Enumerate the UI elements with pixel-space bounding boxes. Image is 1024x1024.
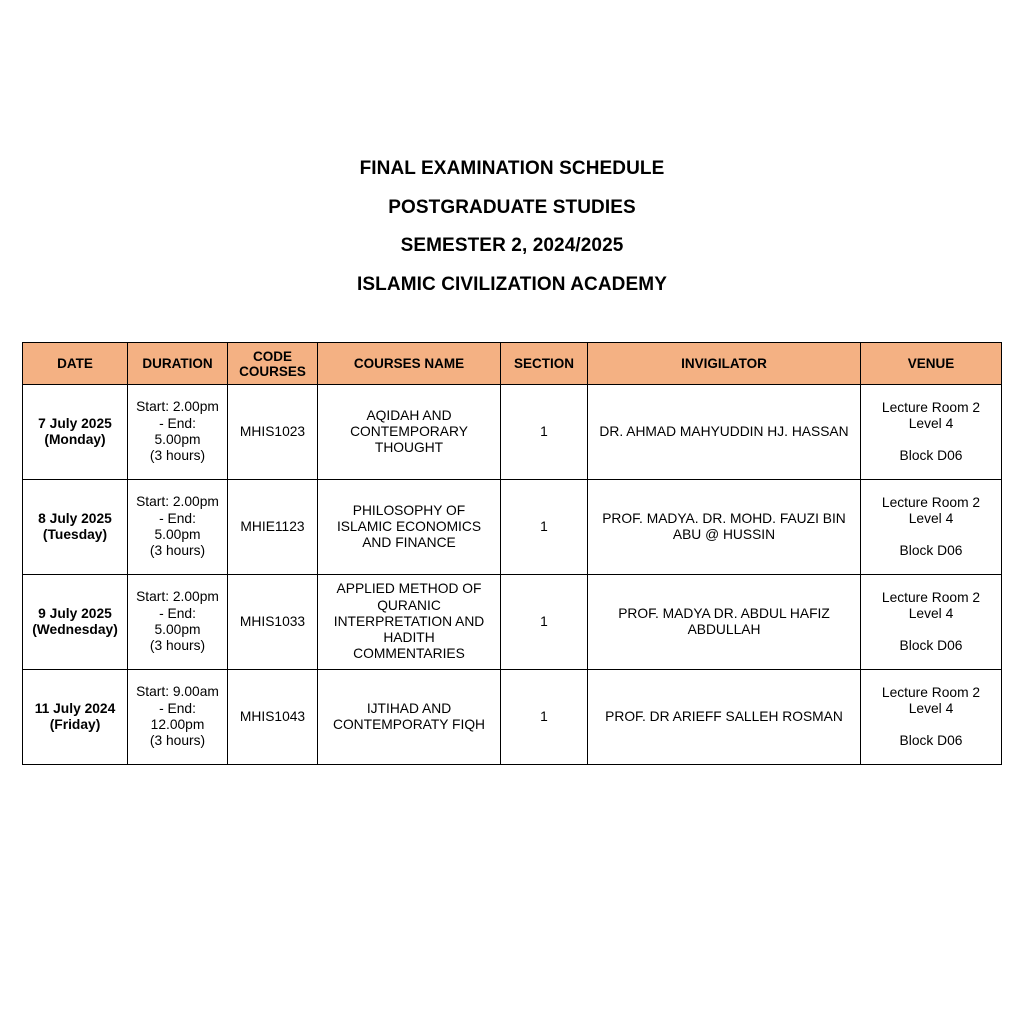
- cell-section: 1: [501, 575, 588, 670]
- venue-block: Block D06: [899, 638, 963, 654]
- venue-room: Lecture Room 2: [881, 589, 981, 605]
- header-courses-name: COURSES NAME: [318, 343, 501, 385]
- document-title: FINAL EXAMINATION SCHEDULE: [359, 158, 665, 179]
- cell-duration: Start: 2.00pm - End: 5.00pm (3 hours): [128, 480, 228, 575]
- header-date: DATE: [23, 343, 128, 385]
- cell-course-name: PHILOSOPHY OF ISLAMIC ECONOMICS AND FINANCE: [318, 480, 501, 575]
- cell-date: 8 July 2025 (Tuesday): [23, 480, 128, 575]
- cell-section: 1: [501, 480, 588, 575]
- cell-course-code: MHIS1033: [228, 575, 318, 670]
- cell-venue: [861, 385, 1002, 480]
- venue-block: Block D06: [899, 543, 963, 559]
- cell-invigilator: DR. AHMAD MAHYUDDIN HJ. HASSAN: [588, 385, 861, 480]
- venue-spacer: [867, 717, 995, 733]
- table-header-row: [23, 343, 1002, 385]
- cell-course-name: AQIDAH AND CONTEMPORARY THOUGHT: [318, 385, 501, 480]
- venue-spacer: [867, 432, 995, 448]
- venue-level: Level 4: [908, 605, 954, 621]
- document-subtitle-academy: ISLAMIC CIVILIZATION ACADEMY: [357, 273, 667, 295]
- cell-date: 7 July 2025 (Monday): [23, 385, 128, 480]
- cell-course-code: MHIE1123: [228, 480, 318, 575]
- document-subtitle-semester: SEMESTER 2, 2024/2025: [400, 235, 624, 256]
- venue-level: Level 4: [908, 510, 954, 526]
- cell-course-name: APPLIED METHOD OF QURANIC INTERPRETATION AND HADITH COMMENTARIES: [318, 575, 501, 670]
- cell-date: 11 July 2024 (Friday): [23, 670, 128, 765]
- venue-block: Block D06: [899, 733, 963, 749]
- cell-venue: [861, 670, 1002, 765]
- venue-spacer: [867, 622, 995, 638]
- cell-duration: Start: 9.00am - End: 12.00pm (3 hours): [128, 670, 228, 765]
- cell-invigilator: PROF. MADYA DR. ABDUL HAFIZ ABDULLAH: [588, 575, 861, 670]
- table-row: [23, 480, 1002, 575]
- header-invigilator: INVIGILATOR: [588, 343, 861, 385]
- table-row: [23, 670, 1002, 765]
- document-subtitle-program: POSTGRADUATE STUDIES: [388, 196, 636, 218]
- cell-duration: Start: 2.00pm - End: 5.00pm (3 hours): [128, 575, 228, 670]
- venue-spacer: [867, 527, 995, 543]
- cell-course-code: MHIS1043: [228, 670, 318, 765]
- cell-course-name: IJTIHAD AND CONTEMPORATY FIQH: [318, 670, 501, 765]
- cell-duration: Start: 2.00pm - End: 5.00pm (3 hours): [128, 385, 228, 480]
- cell-section: 1: [501, 670, 588, 765]
- header-code-courses: CODE COURSES: [228, 343, 318, 385]
- header-venue: VENUE: [861, 343, 1002, 385]
- cell-venue: [861, 575, 1002, 670]
- document-title-block: [0, 150, 1024, 304]
- header-duration: DURATION: [128, 343, 228, 385]
- venue-block: Block D06: [899, 448, 963, 464]
- cell-course-code: MHIS1023: [228, 385, 318, 480]
- cell-invigilator: PROF. DR ARIEFF SALLEH ROSMAN: [588, 670, 861, 765]
- venue-room: Lecture Room 2: [881, 399, 981, 415]
- table-row: [23, 385, 1002, 480]
- header-section: SECTION: [501, 343, 588, 385]
- venue-level: Level 4: [908, 415, 954, 431]
- venue-room: Lecture Room 2: [881, 494, 981, 510]
- venue-room: Lecture Room 2: [881, 684, 981, 700]
- venue-level: Level 4: [908, 700, 954, 716]
- cell-section: 1: [501, 385, 588, 480]
- cell-venue: [861, 480, 1002, 575]
- table-row: [23, 575, 1002, 670]
- exam-schedule-table: [22, 342, 1002, 765]
- cell-invigilator: PROF. MADYA. DR. MOHD. FAUZI BIN ABU @ HUSSIN: [588, 480, 861, 575]
- cell-date: 9 July 2025 (Wednesday): [23, 575, 128, 670]
